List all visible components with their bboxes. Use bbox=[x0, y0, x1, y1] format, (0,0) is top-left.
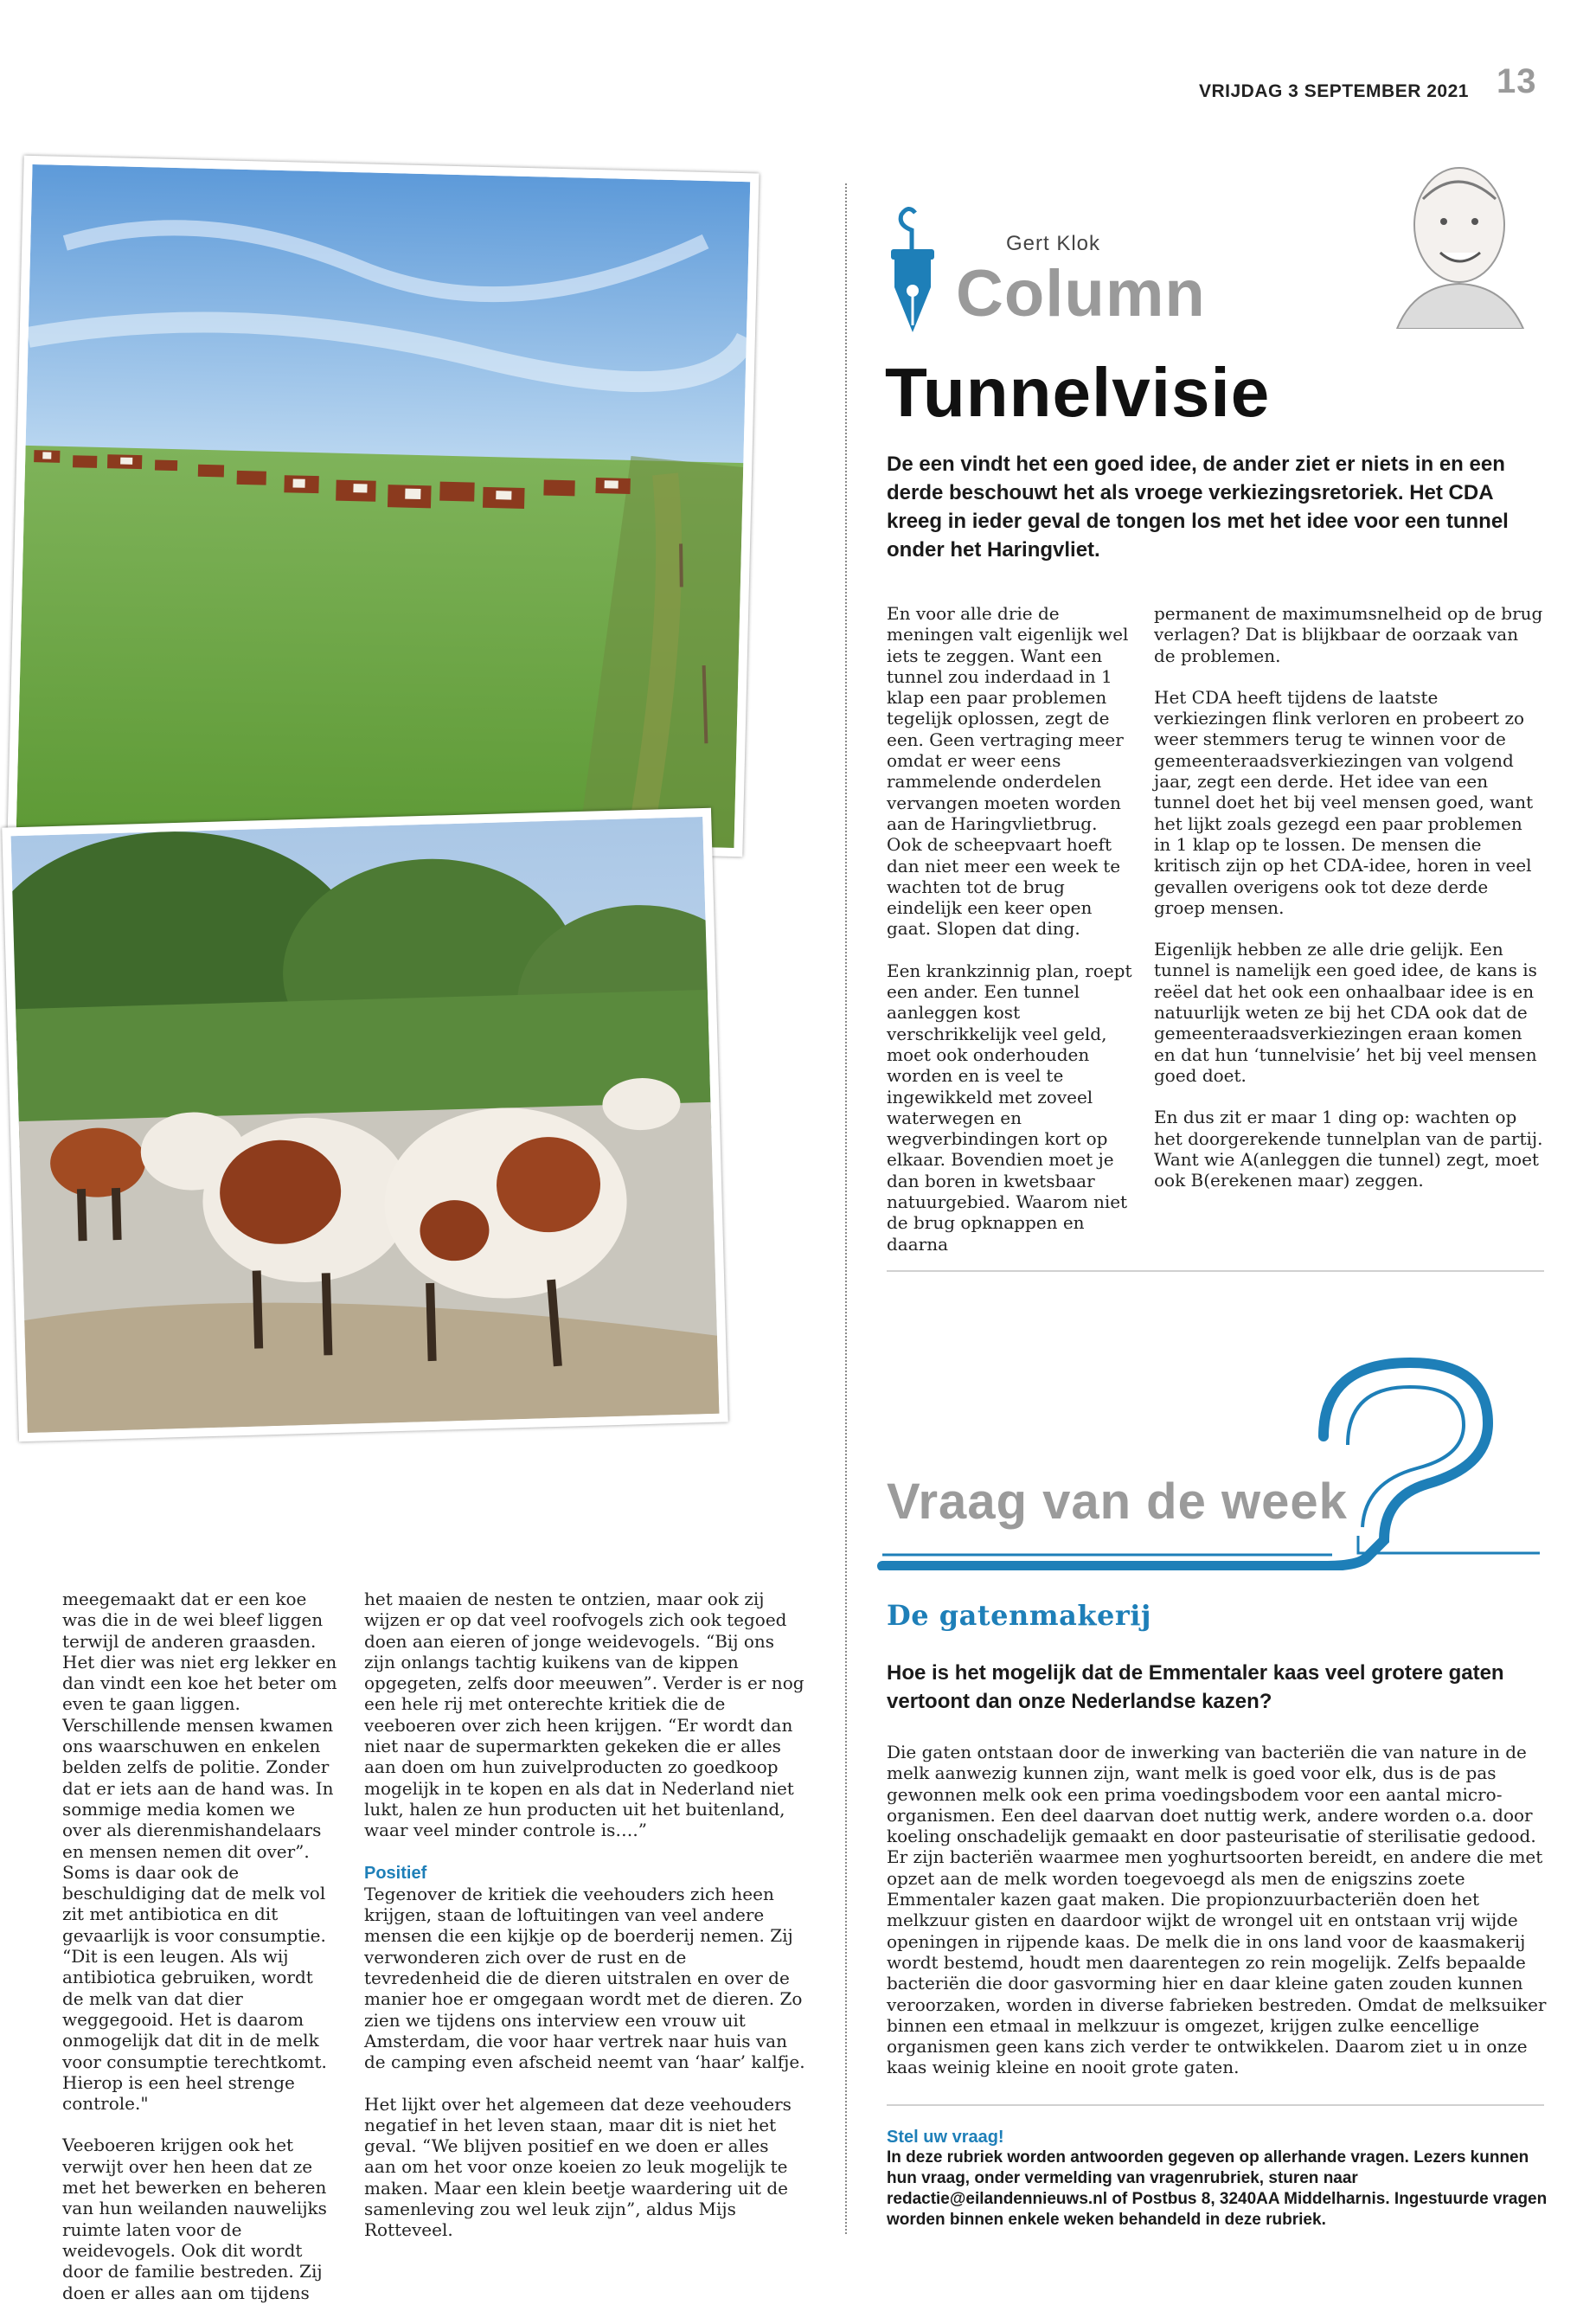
submit-question-title: Stel uw vraag! bbox=[887, 2128, 1004, 2147]
column-text-right bbox=[1154, 603, 1543, 1211]
column-text-left bbox=[887, 603, 1133, 1275]
column-label: Column bbox=[956, 257, 1206, 331]
paragraph: Veeboeren krijgen ook het verwijt over hen heen dat ze met het bewerken en beheren van hun weilanden nauwelijks ruimte laten voor de weidevogels. Ook dit wordt door de familie bestreden. Zij doen er alles aan om tijdens bbox=[62, 2135, 327, 2303]
author-portrait bbox=[1388, 147, 1527, 329]
paragraph: Eigenlijk hebben ze alle drie gelijk. Een tunnel is namelijk een goed idee, de kans is reëel dat het ook een onhaalbaar idee is en natuurlijk weten ze bij het CDA ook dat de gemeenteraadsverkiezingen eraan komen en dat hun ‘tunnelvisie’ het bij veel mensen goed doet. bbox=[1154, 939, 1537, 1086]
cows-walking-photo bbox=[2, 808, 728, 1442]
section-title: Vraag van de week bbox=[887, 1473, 1348, 1530]
headline: Tunnelvisie bbox=[885, 354, 1271, 431]
article-column-right bbox=[364, 1589, 805, 2262]
paragraph: Tegenover de kritiek die veehouders zich heen krijgen, staan de loftuitingen van veel andere mensen die een kijkje op de boerderij nemen. Zij verwonderen zich over de rust en de tevredenheid die de dieren uitstralen en over de manier hoe er omgegaan wordt met de dieren. Zo zien we tijdens ons interview een vrouw uit Amsterdam, die voor haar vertrek naar huis van de camping even afscheid neemt van ‘haar’ kalfje. bbox=[364, 1883, 805, 2073]
paragraph: Een krankzinnig plan, roept een ander. Een tunnel aanleggen kost verschrikkelijk veel geld, moet ook onderhouden worden en is veel te ingewikkeld met zoveel waterwegen en wegverbindingen kort op elkaar. Bovendien moet je dan boren in kwetsbaar natuurgebied. Waarom niet de brug opknappen en daarna bbox=[887, 960, 1132, 1255]
paragraph: het maaien de nesten te ontzien, maar ook zij wijzen er op dat veel roofvogels zich ook tegoed doen aan eieren of jonge weidevogels. “Bij ons zijn onlangs tachtig kuikens van de kippen opgegeten, zelfs door meeuwen”. Verder is er nog een hele rij met onterechte kritiek die de veeboeren over zich heen krijgen. “Er wordt dan niet naar de supermarkten gekeken die er alles aan doen om hun zuivelproducten zo goedkoop mogelijk in te kopen en als dat in Nederland niet lukt, halen ze hun producten uit het buitenland, waar veel minder controle is….” bbox=[364, 1589, 804, 1841]
page-number: 13 bbox=[1497, 62, 1537, 100]
answer-text: Die gaten ontstaan door de inwerking van bacteriën die van nature in de melk aanwezig kunnen zijn, want melk is goed voor elk, dus is de pas gewonnen melk ook een prima voedingsbodem voor een aantal micro-organismen. Een deel daarvan doet nuttig werk, andere worden o.a. door koeling onschadelijk gemaakt en door pasteurisatie of sterilisatie gedood. Er zijn bacteriën waarmee men yoghurtsoorten bereidt, en andere die met opzet aan de melk worden toegevoegd als men de enigszins zoete Emmentaler kazen gaat maken. Die propionzuurbacteriën doen het melkzuur gisten en daardoor wijkt de wrongel uit en ontstaan vrij wijde openingen in rijpende kaas. De melk die in ons land voor de kaasmakerij wordt bestemd, houdt men daarentegen zo rein mogelijk. Zelfs bepaalde bacteriën die door gasvorming hier en daar kleine gaten zouden kunnen veroorzaken, worden in diverse fabrieken bestreden. Omdat de melksuiker binnen een etmaal in melkzuur is omgezet, krijgen zulke eencellige organismen geen kans zich verder te ontwikkelen. Daarom ziet u in onze kaas weinig kleine en nooit grote gaten. bbox=[887, 1742, 1547, 2078]
question-mark-icon bbox=[874, 1354, 1548, 1570]
section-rule bbox=[887, 1270, 1544, 1272]
section-rule bbox=[887, 2104, 1544, 2106]
article-column-left bbox=[62, 1589, 339, 2324]
question-text: Hoe is het mogelijk dat de Emmentaler kaas veel grotere gaten vertoont dan onze Nederlandse kazen? bbox=[887, 1661, 1504, 1713]
lead-paragraph: De een vindt het een goed idee, de ander ziet er niets in en een derde beschouwt het als vroege verkiezingsretoriek. Het CDA kreeg in ieder geval de tongen los met het idee voor een tunnel onder het Haringvliet. bbox=[887, 453, 1509, 562]
meadow-photo bbox=[7, 156, 759, 857]
issue-date: VRIJDAG 3 SEPTEMBER 2021 bbox=[1199, 81, 1469, 101]
paragraph: En voor alle drie de meningen valt eigenlijk wel iets te zeggen. Want een tunnel zou inderdaad in 1 klap een paar problemen tegelijk oplossen, zegt de een. Geen vertraging meer omdat er weer eens rammelende onderdelen vervangen moeten worden aan de Haringvlietbrug. Ook de scheepvaart hoeft dan niet meer een week te wachten tot de brug eindelijk een keer open gaat. Slopen dat ding. bbox=[887, 603, 1129, 940]
paragraph: permanent de maximumsnelheid op de brug verlagen? Dat is blijkbaar de oorzaak van de problemen. bbox=[1154, 603, 1543, 666]
submit-question-box bbox=[887, 2127, 1553, 2231]
pen-mouse-icon bbox=[882, 204, 943, 343]
subheading: Positief bbox=[364, 1863, 427, 1883]
paragraph: En dus zit er maar 1 ding op: wachten op het doorgerekende tunnelplan van de partij. Want wie A(anleggen die tunnel) zegt, moet ook B(erekenen maar) zeggen. bbox=[1154, 1107, 1543, 1191]
question-title: De gatenmakerij bbox=[887, 1599, 1151, 1632]
paragraph: Het CDA heeft tijdens de laatste verkiezingen flink verloren en probeert zo weer stemmers terug te winnen voor de gemeenteraadsverkiezingen van volgend jaar, zegt een derde. Het idee van een tunnel doet het bij veel mensen goed, want het lijkt zoals gezegd een paar problemen in 1 klap op te lossen. De mensen die kritisch zijn op het CDA-idee, horen in veel gevallen overigens ook tot deze derde groep mensen. bbox=[1154, 686, 1534, 918]
column-author: Gert Klok bbox=[1006, 232, 1101, 255]
submit-question-text: In deze rubriek worden antwoorden gegeven op allerhande vragen. Lezers kunnen hun vraag, onder vermelding van vragenrubriek, sturen naar redactie@eilandennieuws.nl of Postbus 8, 3240AA Middelharnis. Ingestuurde vragen worden binnen enkele weken behandeld in deze rubriek. bbox=[887, 2148, 1548, 2229]
paragraph: Het lijkt over het algemeen dat deze veehouders negatief in het leven staan, maar dit is niet het geval. “We blijven positief en we doen er alles aan om het voor onze koeien zo leuk mogelijk te maken. Maar een klein beetje waardering uit de samenleving zou wel leuk zijn”, aldus Mijs Rotteveel. bbox=[364, 2093, 792, 2241]
column-divider bbox=[845, 183, 847, 2234]
paragraph: meegemaakt dat er een koe was die in de wei bleef liggen terwijl de anderen graasden. Het dier was niet erg lekker en dan vindt een koe het beter om even te gaan liggen. Verschillende mensen kwamen ons waarschuwen en enkelen belden zelfs de politie. Zonder dat er iets aan de hand was. In sommige media komen we over als dierenmishandelaars en mensen nemen dit over”. Soms is daar ook de beschuldiging dat de melk vol zit met antibiotica en dit gevaarlijk is voor consumptie. “Dit is een leugen. Als wij antibiotica gebruiken, wordt de melk van dat dier weggegooid. Het is daarom onmogelijk dat dit in de melk voor consumptie terechtkomt. Hierop is een heel strenge controle." bbox=[62, 1589, 337, 2115]
